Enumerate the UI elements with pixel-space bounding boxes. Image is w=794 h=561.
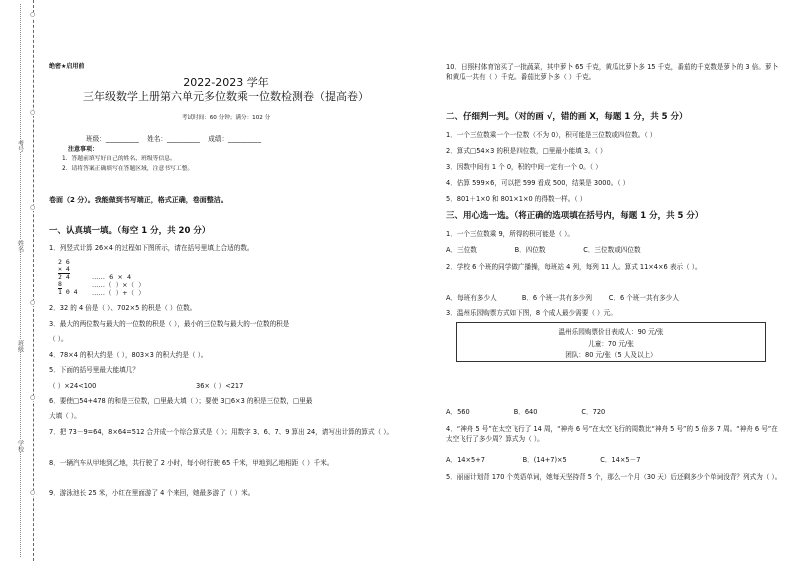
- question-5: 5．下面的括号里最大能填几？: [49, 366, 139, 374]
- judge-item: 4．估算 599×6，可以把 599 看成 500，结果是 3000。（ ）: [446, 179, 630, 187]
- choice-2-options: A．每班有多少人 B．6 个班一共有多少列 C．6 个班一共有多少人: [446, 294, 679, 302]
- section1-heading: 一、认真填一填。（每空 1 分，共 20 分）: [49, 226, 211, 236]
- price-line: 团队：80 元/张（5 人及以上）: [565, 351, 657, 360]
- binding-mark: ○: [30, 299, 36, 306]
- price-line: 儿童：70 元/张: [588, 339, 634, 348]
- price-table-box: [456, 322, 766, 362]
- question-5a: （ ）×24<100: [49, 382, 97, 390]
- question-1: 1．列竖式计算 26×4 的过程如下图所示，请在括号里填上合适的数。: [49, 244, 254, 252]
- question-8: 8．一辆汽车从甲地到乙地，共行驶了 2 小时，每小时行驶 65 千米，甲地到乙地相距（ ）千米。: [49, 459, 334, 467]
- neatness-note: 卷面（2 分）。我能做到书写端正，格式正确，卷面整洁。: [49, 196, 228, 204]
- judge-item: 3．因数中间有 1 个 0，积的中间一定有一个 0。（ ）: [446, 163, 602, 171]
- exam-title: 三年级数学上册第六单元多位数乘一位数检测卷（提高卷）: [83, 90, 369, 103]
- question-6-cont: 大填（ ）。: [49, 412, 81, 420]
- calc-line: × 4: [58, 265, 70, 274]
- binding-mark: ○: [30, 204, 36, 211]
- question-3: 3．最大的两位数与最大的一位数的积是（ ），最小的三位数与最大的一位数的积是: [49, 320, 290, 328]
- calc-annotation: …… 6 × 4: [92, 273, 132, 281]
- notes-title: 注意事项：: [68, 146, 99, 153]
- binding-label-class: 班级: [16, 340, 24, 352]
- judge-item: 5．801＋1×0 和 801×1×0 的得数一样。（ ）: [446, 195, 587, 203]
- exam-meta: 考试时间：60 分钟；满分：102 分: [181, 115, 271, 121]
- choice-1-options: A．三位数 B．四位数 C．三位数或四位数: [446, 246, 641, 254]
- question-2: 2．32 的 4 倍是（ ）、702×5 的积是（ ）位数。: [49, 304, 197, 312]
- note-item: 1．答题前填写好自己的姓名、班级等信息。: [62, 156, 176, 162]
- calc-line: 8: [58, 280, 62, 289]
- section2-heading: 二、仔细判一判。（对的画 √，错的画 X，每题 1 分，共 5 分）: [446, 112, 688, 122]
- calc-annotation: ……（ ）×（ ）: [92, 281, 145, 289]
- question-10: 10．日照村体育馆买了一批蔬菜，其中萝卜 65 千克，黄瓜比萝卜多 15 千克，番茄的千克数是萝卜的 3 倍。萝卜和黄瓜一共有（ ）千克。番茄比萝卜多（ ）千克。: [446, 63, 779, 82]
- choice-3-options: A．560 B．640 C．720: [446, 408, 606, 416]
- question-6: 6．要使□54+478 的和是三位数，□里最大填（ ）；要使 3□6×3 的积是三位数，□里最: [49, 397, 313, 405]
- section3-heading: 三、用心选一选。（将正确的选项填在括号内，每题 1 分，共 5 分）: [446, 211, 704, 221]
- choice-5: 5．丽丽计划背 170 个英语单词，她每天坚持背 5 个，那么一个月（30 天）后还剩多少个单词没背？列式为（ ）。: [446, 473, 782, 481]
- judge-item: 1．一个三位数乘一个一位数（不为 0），积可能是三位数或四位数。（ ）: [446, 131, 657, 139]
- calc-line: 2 4: [58, 273, 70, 282]
- choice-4: 4．“神舟 5 号”在太空飞行了 14 周，“神舟 6 号”在太空飞行的周数比“神舟 5 号”的 5 倍多 7 周。“神舟 6 号”在太空飞行了多少周？算式为（ ）。: [446, 425, 778, 444]
- question-4: 4．78×4 的积大约是（ ），803×3 的积大约是（ ）。: [49, 351, 208, 359]
- binding-dotted-line: [20, 4, 21, 557]
- question-5b: 36×（ ）<217: [196, 382, 244, 390]
- binding-margin: [0, 0, 40, 561]
- price-line: 温州乐园购票价目表成人：90 元/张: [558, 328, 664, 336]
- binding-cut-line: [33, 0, 34, 561]
- calc-annotation: ……（ ）+（ ）: [92, 289, 145, 297]
- exam-year: 2022-2023 学年: [183, 76, 269, 89]
- judge-item: 2．算式□54×3 的积是四位数，□里最小能填 3。（ ）: [446, 147, 607, 155]
- choice-3: 3．温州乐园购票方式如下图，8 个成人最少需要（ ）元。: [446, 309, 617, 317]
- question-3-cont: （ ）。: [49, 335, 68, 343]
- binding-label-school: 学校: [16, 440, 24, 452]
- binding-mark: ○: [30, 109, 36, 116]
- binding-label-name: 姓名: [16, 240, 24, 252]
- choice-4-options: A．14×5+7 B．(14+7)×5 C．14×5－7: [446, 456, 641, 464]
- binding-mark: ○: [30, 11, 36, 18]
- note-item: 2．请将答案正确填写在答题区域，注意书写工整。: [62, 166, 194, 172]
- question-9: 9．游泳池长 25 米，小红在里面游了 4 个来回，她最多游了（ ）米。: [49, 489, 255, 497]
- calc-line: 2 6: [58, 258, 70, 266]
- choice-1: 1．一个三位数乘 9，所得的积可能是（ ）。: [446, 230, 574, 238]
- student-info-line: 班级：__________ 姓名：__________ 成绩：__________: [86, 135, 262, 143]
- binding-label-exam-no: 考号: [16, 140, 24, 152]
- choice-2: 2．学校 6 个班的同学做广播操，每班站 4 列，每列 11 人。算式 11×4×6 表示（ ）。: [446, 263, 702, 271]
- calc-line: 1 0 4: [58, 288, 78, 297]
- binding-mark: ○: [30, 489, 36, 496]
- confidential-label: 绝密★启用前: [49, 63, 85, 70]
- question-7: 7．把 73－9=64，8×64=512 合并成一个综合算式是（ ）；用数字 3、6、7、9 算出 24，请写出计算的算式（ ）。: [49, 428, 394, 436]
- vertical-calculation: [58, 259, 78, 296]
- binding-mark: ○: [30, 394, 36, 401]
